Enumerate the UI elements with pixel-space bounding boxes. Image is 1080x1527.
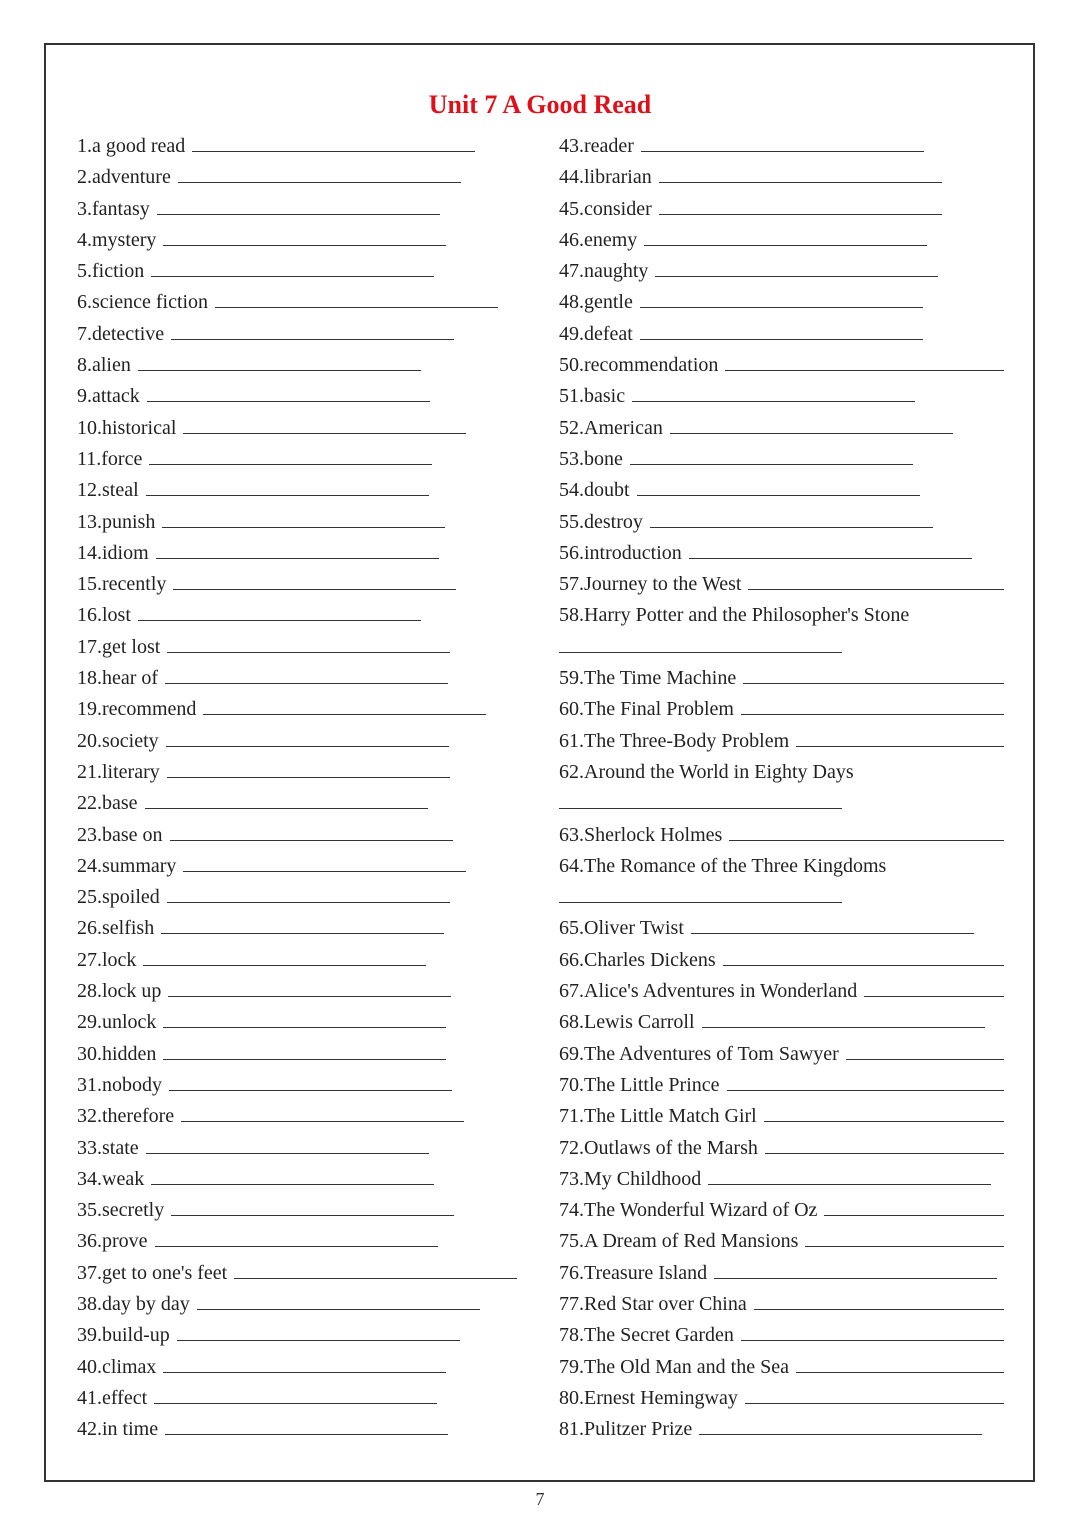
answer-blank[interactable]	[203, 696, 486, 715]
vocab-term: 42.in time	[77, 1418, 159, 1441]
vocab-term: 26.selfish	[77, 917, 155, 940]
answer-blank[interactable]	[559, 884, 842, 903]
vocab-item	[77, 1164, 517, 1195]
answer-blank[interactable]	[745, 1385, 1004, 1404]
answer-blank[interactable]	[173, 571, 456, 590]
vocab-term: 10.historical	[77, 416, 177, 439]
answer-blank[interactable]	[640, 289, 923, 308]
vocab-item	[77, 1039, 517, 1070]
answer-blank[interactable]	[234, 1260, 517, 1279]
vocab-term: 19.recommend	[77, 698, 197, 721]
vocab-item	[559, 413, 1004, 444]
answer-blank[interactable]	[154, 1385, 437, 1404]
answer-blank[interactable]	[143, 947, 426, 966]
vocab-term: 46.enemy	[559, 228, 638, 251]
vocab-term: 11.force	[77, 447, 143, 470]
vocab-term: 69.The Adventures of Tom Sawyer	[559, 1042, 839, 1065]
vocab-term: 64.The Romance of the Three Kingdoms	[559, 854, 887, 877]
vocab-term: 77.Red Star over China	[559, 1292, 747, 1315]
vocab-item	[77, 757, 517, 788]
vocab-item	[559, 694, 1004, 725]
vocab-item	[559, 788, 1004, 819]
answer-blank[interactable]	[824, 1197, 1004, 1216]
vocab-item	[77, 1352, 517, 1383]
vocab-item	[77, 663, 517, 694]
answer-blank[interactable]	[640, 321, 923, 340]
vocab-term: 55.destroy	[559, 510, 643, 533]
answer-blank[interactable]	[630, 446, 913, 465]
vocab-item	[559, 381, 1004, 412]
answer-blank[interactable]	[151, 1166, 434, 1185]
vocab-term: 78.The Secret Garden	[559, 1324, 734, 1347]
answer-blank[interactable]	[714, 1260, 997, 1279]
vocab-term: 31.nobody	[77, 1073, 162, 1096]
answer-blank[interactable]	[167, 759, 450, 778]
vocab-term: 22.base	[77, 792, 138, 815]
vocab-term: 30.hidden	[77, 1042, 157, 1065]
vocab-term: 32.therefore	[77, 1105, 175, 1128]
vocab-item	[77, 976, 517, 1007]
vocab-term: 34.weak	[77, 1167, 145, 1190]
vocab-item	[559, 1133, 1004, 1164]
vocab-term: 63.Sherlock Holmes	[559, 823, 723, 846]
answer-blank[interactable]	[796, 1354, 1004, 1373]
answer-blank[interactable]	[729, 822, 1004, 841]
vocab-term: 52.American	[559, 416, 663, 439]
answer-blank[interactable]	[743, 665, 1004, 684]
vocab-item	[77, 1320, 517, 1351]
vocab-item	[77, 287, 517, 318]
vocab-term: 62.Around the World in Eighty Days	[559, 760, 854, 783]
vocab-term: 3.fantasy	[77, 197, 150, 220]
vocab-item	[77, 820, 517, 851]
vocab-item	[77, 538, 517, 569]
vocab-term: 43.reader	[559, 135, 634, 157]
vocab-term: 6.science fiction	[77, 291, 209, 314]
answer-blank[interactable]	[215, 289, 498, 308]
answer-blank[interactable]	[167, 884, 450, 903]
vocab-item	[77, 131, 517, 162]
answer-blank[interactable]	[632, 383, 915, 402]
vocab-item	[77, 1414, 517, 1445]
answer-blank[interactable]	[637, 477, 920, 496]
vocab-term: 37.get to one's feet	[77, 1261, 228, 1284]
vocab-item	[77, 882, 517, 913]
answer-blank[interactable]	[170, 822, 453, 841]
vocab-item	[77, 945, 517, 976]
answer-blank[interactable]	[659, 164, 942, 183]
answer-blank[interactable]	[181, 1103, 464, 1122]
answer-blank[interactable]	[748, 571, 1004, 590]
vocab-item	[77, 1258, 517, 1289]
answer-blank[interactable]	[151, 258, 434, 277]
vocab-item	[77, 851, 517, 882]
vocab-item	[77, 381, 517, 412]
vocab-item	[559, 1414, 1004, 1445]
answer-blank[interactable]	[659, 196, 942, 215]
answer-blank[interactable]	[644, 227, 927, 246]
answer-blank[interactable]	[641, 133, 924, 152]
vocab-item	[77, 788, 517, 819]
vocab-item	[559, 1195, 1004, 1226]
vocab-term: 68.Lewis Carroll	[559, 1011, 695, 1034]
answer-blank[interactable]	[702, 1009, 985, 1028]
vocab-term: 8.alien	[77, 354, 131, 377]
vocab-item	[559, 726, 1004, 757]
answer-blank[interactable]	[138, 352, 421, 371]
vocab-term: 23.base on	[77, 823, 163, 846]
answer-blank[interactable]	[162, 509, 445, 528]
vocab-item	[77, 444, 517, 475]
vocab-term: 65.Oliver Twist	[559, 917, 684, 940]
answer-blank[interactable]	[670, 415, 953, 434]
vocab-item	[77, 569, 517, 600]
vocab-item	[559, 600, 1004, 631]
vocab-term: 29.unlock	[77, 1011, 157, 1034]
vocab-item	[559, 1101, 1004, 1132]
vocab-term: 73.My Childhood	[559, 1167, 702, 1190]
vocab-item	[77, 475, 517, 506]
vocab-item	[559, 663, 1004, 694]
vocab-term: 67.Alice's Adventures in Wonderland	[559, 980, 858, 1003]
vocab-term: 17.get lost	[77, 635, 161, 658]
vocab-item	[559, 1070, 1004, 1101]
answer-blank[interactable]	[559, 790, 842, 809]
right-column	[559, 131, 1004, 1445]
vocab-term: 61.The Three-Body Problem	[559, 729, 790, 752]
vocab-term: 21.literary	[77, 760, 160, 783]
answer-blank[interactable]	[146, 477, 429, 496]
answer-blank[interactable]	[177, 1322, 460, 1341]
vocab-item	[559, 757, 1004, 788]
answer-blank[interactable]	[157, 196, 440, 215]
answer-blank[interactable]	[146, 1135, 429, 1154]
vocab-term: 53.bone	[559, 447, 623, 470]
vocab-item	[77, 1101, 517, 1132]
vocab-term: 49.defeat	[559, 322, 633, 345]
vocab-item	[77, 632, 517, 663]
answer-blank[interactable]	[655, 258, 938, 277]
vocab-term: 25.spoiled	[77, 886, 160, 909]
answer-blank[interactable]	[178, 164, 461, 183]
vocab-item	[77, 1070, 517, 1101]
answer-blank[interactable]	[741, 696, 1004, 715]
vocab-item	[77, 194, 517, 225]
vocab-item	[77, 350, 517, 381]
vocab-item	[77, 600, 517, 631]
vocab-item	[559, 851, 1004, 882]
vocab-term: 71.The Little Match Girl	[559, 1105, 757, 1128]
page-number: 7	[535, 1489, 545, 1509]
vocab-item	[77, 913, 517, 944]
vocab-term: 2.adventure	[77, 166, 171, 189]
vocab-term: 27.lock	[77, 948, 137, 971]
vocab-item	[559, 131, 1004, 162]
worksheet-title: Unit 7 A Good Read	[428, 90, 652, 119]
vocab-term: 48.gentle	[559, 291, 633, 314]
vocab-item	[77, 256, 517, 287]
vocab-item	[77, 1383, 517, 1414]
vocab-term: 54.doubt	[559, 479, 630, 502]
vocab-term: 51.basic	[559, 385, 626, 408]
vocab-term: 24.summary	[77, 854, 177, 877]
answer-blank[interactable]	[138, 602, 421, 621]
vocab-term: 58.Harry Potter and the Philosopher's Stone	[559, 604, 910, 627]
answer-blank[interactable]	[163, 1009, 446, 1028]
vocab-item	[559, 1226, 1004, 1257]
vocab-term: 75.A Dream of Red Mansions	[559, 1230, 799, 1253]
vocab-item	[77, 726, 517, 757]
vocab-term: 13.punish	[77, 510, 156, 533]
answer-blank[interactable]	[197, 1291, 480, 1310]
vocab-item	[559, 820, 1004, 851]
vocab-item	[559, 945, 1004, 976]
answer-blank[interactable]	[846, 1041, 1004, 1060]
vocab-item	[559, 162, 1004, 193]
vocab-item	[77, 225, 517, 256]
answer-blank[interactable]	[161, 915, 444, 934]
answer-blank[interactable]	[691, 915, 974, 934]
answer-blank[interactable]	[145, 790, 428, 809]
vocab-item	[559, 507, 1004, 538]
vocab-item	[559, 225, 1004, 256]
vocab-term: 39.build-up	[77, 1324, 170, 1347]
vocab-term: 4.mystery	[77, 228, 157, 251]
vocab-item	[559, 1320, 1004, 1351]
vocab-term: 28.lock up	[77, 980, 162, 1003]
vocab-term: 80.Ernest Hemingway	[559, 1386, 738, 1409]
vocab-term: 1.a good read	[77, 135, 186, 157]
vocab-term: 59.The Time Machine	[559, 667, 737, 690]
answer-blank[interactable]	[765, 1135, 1004, 1154]
vocab-term: 38.day by day	[77, 1292, 190, 1315]
vocab-term: 47.naughty	[559, 260, 649, 283]
answer-blank[interactable]	[167, 634, 450, 653]
vocab-item	[559, 569, 1004, 600]
vocab-item	[559, 350, 1004, 381]
vocab-term: 36.prove	[77, 1230, 148, 1253]
vocab-item	[559, 475, 1004, 506]
vocab-item	[559, 1039, 1004, 1070]
answer-blank[interactable]	[727, 1072, 1004, 1091]
answer-blank[interactable]	[741, 1322, 1004, 1341]
vocab-item	[77, 319, 517, 350]
vocab-item	[559, 194, 1004, 225]
vocab-item	[559, 319, 1004, 350]
vocab-item	[559, 538, 1004, 569]
vocab-term: 50.recommendation	[559, 354, 719, 377]
vocab-item	[77, 1289, 517, 1320]
vocab-term: 79.The Old Man and the Sea	[559, 1355, 789, 1378]
vocab-item	[77, 162, 517, 193]
vocab-item	[559, 287, 1004, 318]
vocab-item	[559, 1289, 1004, 1320]
vocab-term: 20.society	[77, 729, 159, 752]
answer-blank[interactable]	[147, 383, 430, 402]
answer-blank[interactable]	[165, 1416, 448, 1435]
vocab-item	[559, 882, 1004, 913]
left-column	[77, 131, 517, 1445]
answer-blank[interactable]	[183, 415, 466, 434]
answer-blank[interactable]	[171, 321, 454, 340]
vocab-term: 18.hear of	[77, 667, 159, 690]
vocab-item	[77, 413, 517, 444]
vocab-item	[559, 256, 1004, 287]
answer-blank[interactable]	[864, 978, 1004, 997]
vocab-term: 5.fiction	[77, 260, 145, 283]
vocab-term: 9.attack	[77, 385, 140, 408]
vocab-term: 60.The Final Problem	[559, 698, 734, 721]
vocab-term: 45.consider	[559, 197, 652, 220]
vocab-item	[77, 694, 517, 725]
vocab-item	[559, 1383, 1004, 1414]
vocab-item	[559, 632, 1004, 663]
vocab-item	[77, 1133, 517, 1164]
vocab-term: 35.secretly	[77, 1199, 165, 1222]
vocab-item	[559, 913, 1004, 944]
vocab-term: 72.Outlaws of the Marsh	[559, 1136, 758, 1159]
answer-blank[interactable]	[796, 728, 1004, 747]
answer-blank[interactable]	[708, 1166, 991, 1185]
vocab-term: 57.Journey to the West	[559, 573, 742, 596]
answer-blank[interactable]	[171, 1197, 454, 1216]
answer-blank[interactable]	[650, 509, 933, 528]
vocab-item	[559, 444, 1004, 475]
vocab-item	[559, 1258, 1004, 1289]
answer-blank[interactable]	[163, 1041, 446, 1060]
answer-blank[interactable]	[805, 1228, 1004, 1247]
vocab-term: 74.The Wonderful Wizard of Oz	[559, 1199, 818, 1222]
answer-blank[interactable]	[169, 1072, 452, 1091]
vocab-item	[77, 1007, 517, 1038]
vocab-item	[559, 976, 1004, 1007]
answer-blank[interactable]	[764, 1103, 1004, 1122]
vocab-term: 40.climax	[77, 1355, 157, 1378]
vocab-term: 15.recently	[77, 573, 167, 596]
vocab-item	[559, 1007, 1004, 1038]
vocab-term: 41.effect	[77, 1386, 148, 1409]
answer-blank[interactable]	[192, 133, 475, 152]
answer-blank[interactable]	[165, 665, 448, 684]
vocab-term: 56.introduction	[559, 541, 682, 564]
answer-blank[interactable]	[559, 634, 842, 653]
answer-blank[interactable]	[699, 1416, 982, 1435]
answer-blank[interactable]	[168, 978, 451, 997]
vocab-term: 66.Charles Dickens	[559, 948, 716, 971]
vocab-term: 44.librarian	[559, 166, 652, 189]
vocab-item	[77, 507, 517, 538]
vocab-term: 70.The Little Prince	[559, 1073, 720, 1096]
answer-blank[interactable]	[156, 540, 439, 559]
answer-blank[interactable]	[155, 1228, 438, 1247]
vocab-term: 12.steal	[77, 479, 139, 502]
answer-blank[interactable]	[163, 1354, 446, 1373]
vocab-term: 81.Pulitzer Prize	[559, 1418, 693, 1441]
answer-blank[interactable]	[725, 352, 1004, 371]
answer-blank[interactable]	[149, 446, 432, 465]
answer-blank[interactable]	[166, 728, 449, 747]
vocab-term: 16.lost	[77, 604, 131, 627]
vocab-term: 76.Treasure Island	[559, 1261, 708, 1284]
answer-blank[interactable]	[754, 1291, 1004, 1310]
answer-blank[interactable]	[689, 540, 972, 559]
vocab-item	[559, 1164, 1004, 1195]
answer-blank[interactable]	[163, 227, 446, 246]
answer-blank[interactable]	[183, 853, 466, 872]
vocab-term: 33.state	[77, 1136, 139, 1159]
vocab-term: 7.detective	[77, 322, 165, 345]
vocab-item	[559, 1352, 1004, 1383]
answer-blank[interactable]	[723, 947, 1004, 966]
vocab-term: 14.idiom	[77, 541, 149, 564]
vocab-item	[77, 1195, 517, 1226]
vocab-item	[77, 1226, 517, 1257]
